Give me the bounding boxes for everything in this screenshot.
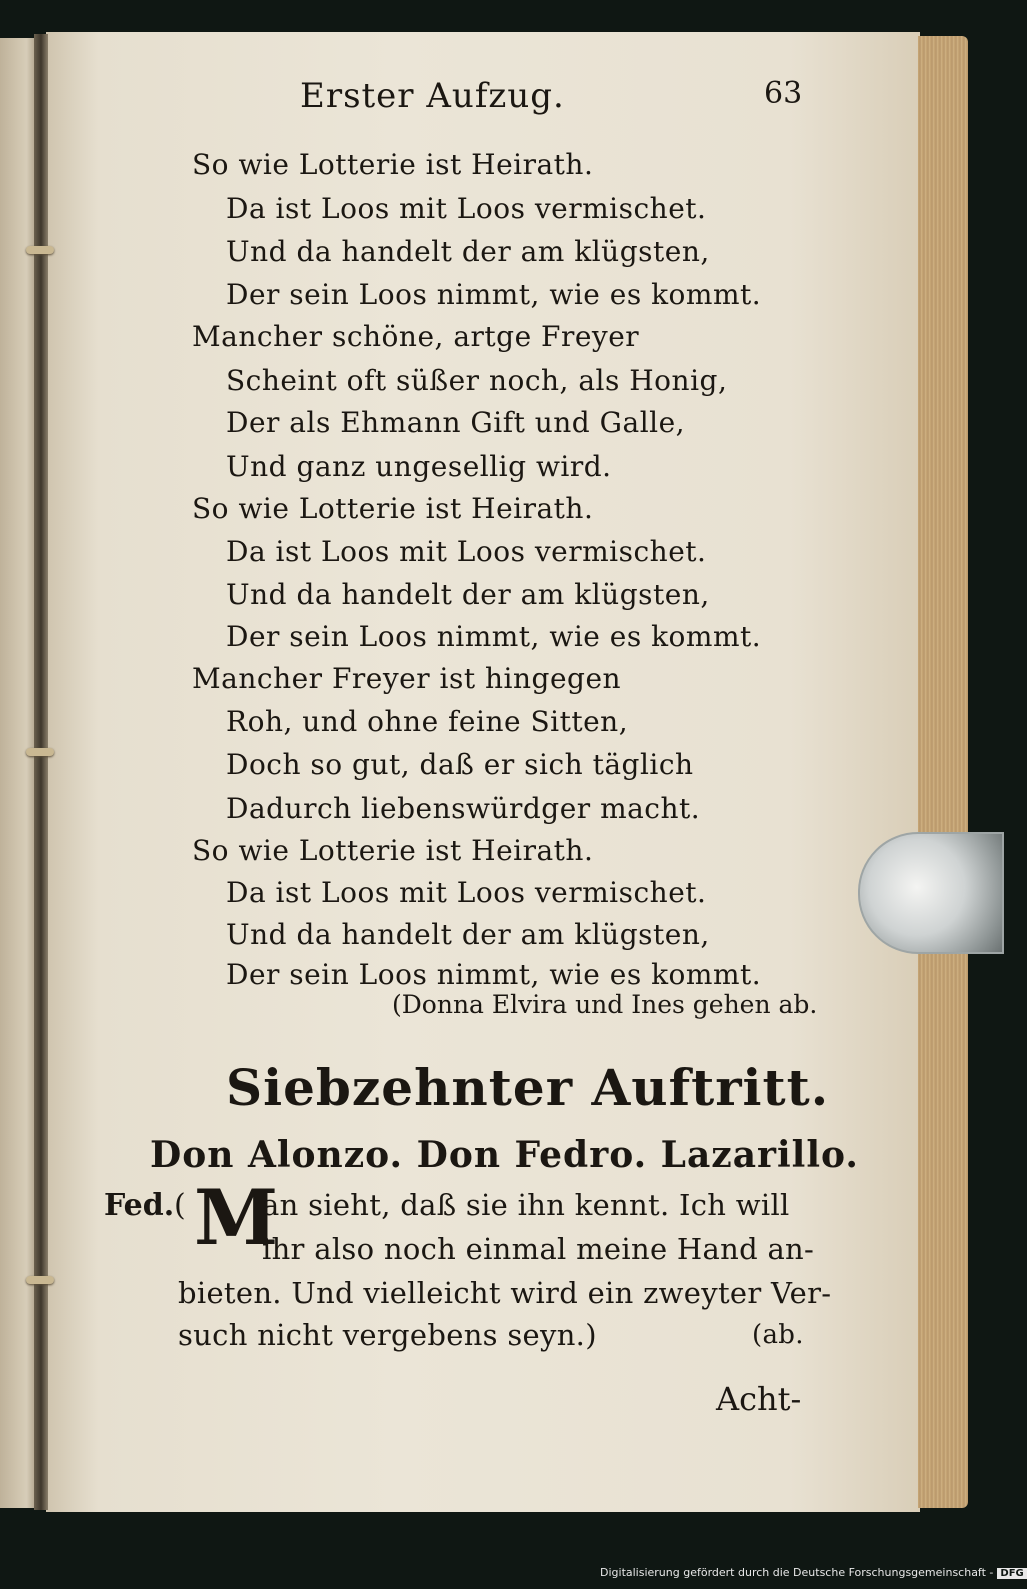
- verse-line: So wie Lotterie ist Heirath.: [192, 148, 594, 181]
- dfg-logo: DFG: [997, 1568, 1026, 1579]
- speech-line: an sieht, daß sie ihn kennt. Ich will: [262, 1188, 790, 1222]
- verse-line: Der sein Loos nimmt, wie es kommt.: [226, 620, 762, 653]
- verse-line: Da ist Loos mit Loos vermischet.: [226, 192, 707, 225]
- catchword: Acht-: [716, 1380, 802, 1418]
- verse-line: Da ist Loos mit Loos vermischet.: [226, 876, 707, 909]
- verse-line: So wie Lotterie ist Heirath.: [192, 492, 594, 525]
- exit-direction: (ab.: [752, 1320, 804, 1350]
- verse-line: Scheint oft süßer noch, als Honig,: [226, 364, 728, 397]
- scene-heading: Siebzehnter Auftritt.: [226, 1058, 830, 1117]
- credit-text: Digitalisierung gefördert durch die Deutsche Forschungsgemeinschaft -: [600, 1566, 994, 1579]
- running-head: Erster Aufzug.: [300, 76, 565, 116]
- verse-line: Und da handelt der am klügsten,: [226, 235, 710, 268]
- stage-direction: (Donna Elvira und Ines gehen ab.: [392, 990, 818, 1019]
- verse-line: Der sein Loos nimmt, wie es kommt.: [226, 958, 762, 991]
- page-number: 63: [764, 76, 803, 111]
- verse-line: Und ganz ungesellig wird.: [226, 450, 612, 483]
- speech-line: bieten. Und vielleicht wird ein zweyter Ver-: [178, 1276, 832, 1310]
- verse-line: Mancher schöne, artge Freyer: [192, 320, 640, 353]
- open-parenthesis: (: [174, 1188, 186, 1223]
- speech-line: ihr also noch einmal meine Hand an-: [262, 1232, 815, 1266]
- digitization-credit: [600, 1566, 1027, 1579]
- verse-line: Der als Ehmann Gift und Galle,: [226, 406, 686, 439]
- verse-line: Und da handelt der am klügsten,: [226, 578, 710, 611]
- verse-line: Roh, und ohne feine Sitten,: [226, 705, 629, 738]
- verse-line: Da ist Loos mit Loos vermischet.: [226, 535, 707, 568]
- verse-line: Und da handelt der am klügsten,: [226, 918, 710, 951]
- speaker-name: Fed.: [104, 1188, 175, 1223]
- verse-line: Dadurch liebenswürdger macht.: [226, 792, 701, 825]
- speech-line: such nicht vergebens seyn.): [178, 1318, 597, 1352]
- verse-line: Mancher Freyer ist hingegen: [192, 662, 622, 695]
- verse-line: So wie Lotterie ist Heirath.: [192, 834, 594, 867]
- verse-line: Der sein Loos nimmt, wie es kommt.: [226, 278, 762, 311]
- verse-line: Doch so gut, daß er sich täglich: [226, 748, 694, 781]
- drop-cap: M: [194, 1173, 279, 1262]
- scene-characters: Don Alonzo. Don Fedro. Lazarillo.: [150, 1134, 859, 1176]
